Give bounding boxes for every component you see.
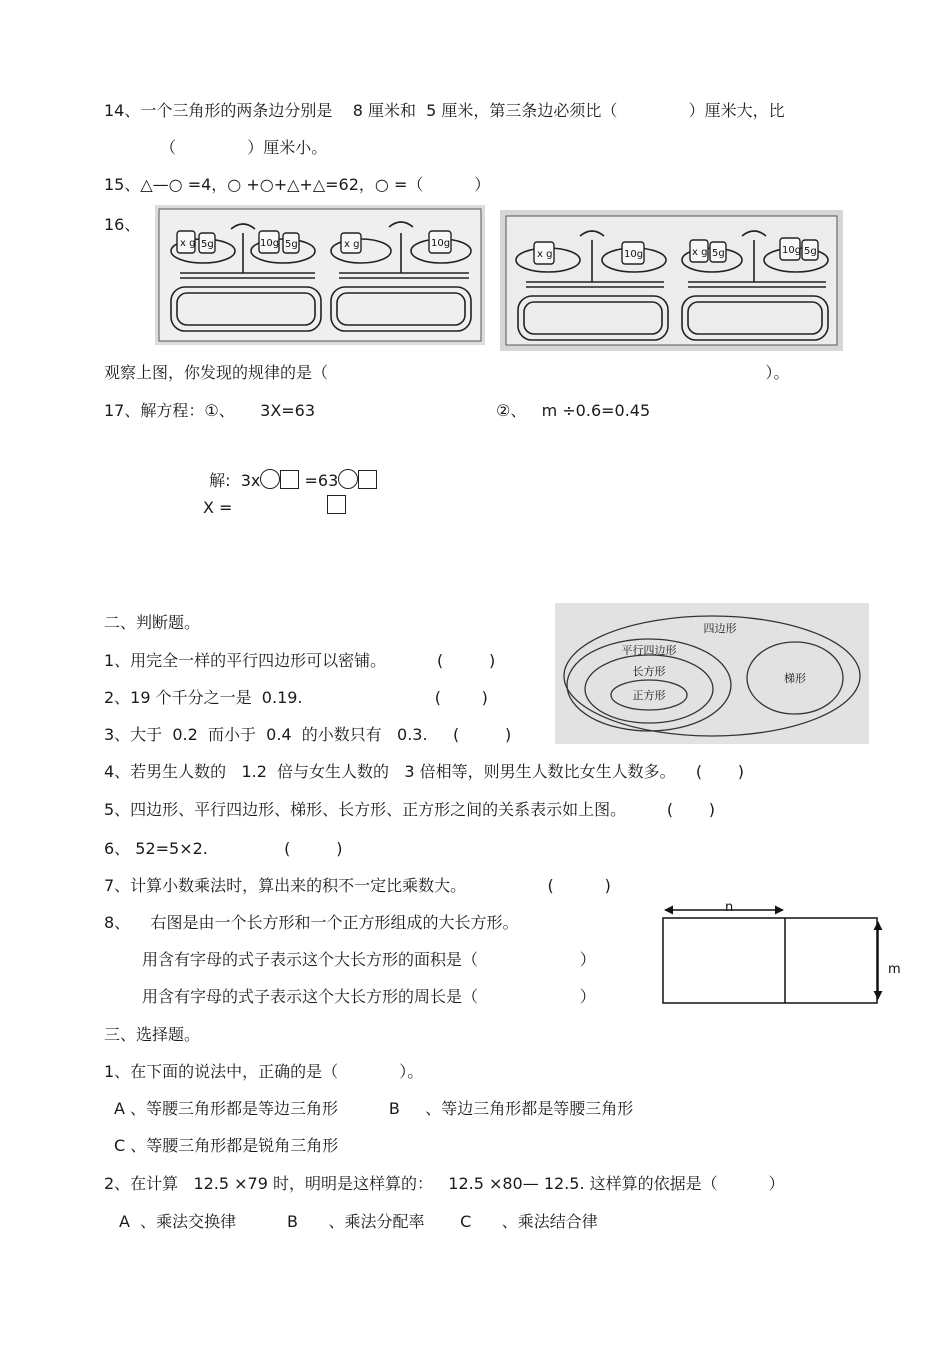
choice-q2-stem: 2、在计算 12.5 ×79 时，明明是这样算的： 12.5 ×80— 12.5. 这样算的依据是（ ） bbox=[104, 1174, 785, 1193]
weight-label: 5g bbox=[804, 246, 817, 257]
weight-label: x g bbox=[692, 247, 708, 258]
weight-label: 5g bbox=[285, 239, 298, 250]
q8-line2: 用含有字母的式子表示这个大长方形的面积是（ ） bbox=[142, 950, 596, 969]
q17-part1: 17、解方程：①、 3X=63 bbox=[104, 401, 316, 420]
venn-label-trapezoid: 梯形 bbox=[784, 672, 806, 685]
rectangle-square-figure bbox=[655, 898, 905, 1006]
q8-line1: 8、 右图是由一个长方形和一个正方形组成的大长方形。 bbox=[104, 913, 519, 932]
q15: 15、△—○ =4，○ +○+△+△=62，○ =（ ） bbox=[104, 175, 491, 194]
weight-label: 10g bbox=[624, 249, 644, 260]
choice-q1-options-ab: A 、等腰三角形都是等边三角形 B 、等边三角形都是等腰三角形 bbox=[114, 1099, 634, 1118]
solve-mid: =63 bbox=[299, 471, 339, 490]
choice-q1-stem: 1、在下面的说法中，正确的是（ ）。 bbox=[104, 1062, 424, 1081]
solve-prefix: 解: 3x bbox=[209, 471, 261, 490]
balance-scales-photo-right bbox=[500, 210, 843, 351]
weight-label: 5g bbox=[712, 248, 725, 259]
label-m: m bbox=[888, 962, 901, 977]
judge-item: 5、四边形、平行四边形、梯形、长方形、正方形之间的关系表示如上图。 ( ) bbox=[104, 800, 715, 819]
q16-answer-line: 观察上图，你发现的规律的是（ ）。 bbox=[104, 363, 790, 382]
q17-x-equals: X = bbox=[203, 498, 233, 517]
number-box-blank[interactable] bbox=[358, 470, 377, 489]
weight-label: x g bbox=[180, 238, 196, 249]
q14-line1: 14、一个三角形的两条边分别是 8 厘米和 5 厘米，第三条边必须比（ ）厘米大，比 bbox=[104, 101, 785, 120]
q17-part2: ②、 m ÷0.6=0.45 bbox=[496, 401, 651, 420]
q8-line3: 用含有字母的式子表示这个大长方形的周长是（ ） bbox=[142, 987, 596, 1006]
operator-circle-blank[interactable] bbox=[260, 469, 280, 489]
quadrilateral-venn-diagram bbox=[555, 603, 869, 744]
section3-title: 三、选择题。 bbox=[104, 1025, 201, 1044]
venn-label-parallelogram: 平行四边形 bbox=[621, 644, 677, 657]
weight-label: x g bbox=[344, 239, 360, 250]
q14-line2: （ ）厘米小。 bbox=[160, 138, 328, 157]
weight-label: 10g bbox=[431, 238, 451, 249]
judge-item: 4、若男生人数的 1.2 倍与女生人数的 3 倍相等，则男生人数比女生人数多。 ( ) bbox=[104, 762, 745, 781]
venn-label-quadrilateral: 四边形 bbox=[703, 622, 737, 635]
weight-label: 10g bbox=[782, 245, 802, 256]
weight-label: 5g bbox=[201, 239, 214, 250]
q17-solve-line bbox=[199, 447, 377, 492]
judge-item: 3、大于 0.2 而小于 0.4 的小数只有 0.3. ( ) bbox=[104, 725, 512, 744]
balance-scales-photo-left bbox=[155, 205, 485, 345]
section2-title: 二、判断题。 bbox=[104, 613, 201, 632]
choice-q2-options: A 、乘法交换律 B 、乘法分配率 C 、乘法结合律 bbox=[119, 1212, 598, 1231]
venn-label-rectangle: 长方形 bbox=[632, 665, 666, 678]
judge-item: 6、 52=5×2. ( ) bbox=[104, 839, 343, 858]
weight-label: 10g bbox=[260, 238, 280, 249]
judge-item: 1、用完全一样的平行四边形可以密铺。 ( ) bbox=[104, 651, 496, 670]
choice-q1-option-c: C 、等腰三角形都是锐角三角形 bbox=[114, 1136, 339, 1155]
number-box-blank[interactable] bbox=[280, 470, 299, 489]
weight-label: x g bbox=[537, 249, 553, 260]
label-n: n bbox=[725, 900, 734, 915]
answer-box-blank[interactable] bbox=[327, 495, 346, 514]
judge-item: 7、计算小数乘法时，算出来的积不一定比乘数大。 ( ) bbox=[104, 876, 611, 895]
judge-item: 2、19 个千分之一是 0.19. ( ) bbox=[104, 688, 488, 707]
venn-label-square: 正方形 bbox=[632, 689, 666, 702]
q16-label: 16、 bbox=[104, 215, 141, 234]
operator-circle-blank[interactable] bbox=[338, 469, 358, 489]
